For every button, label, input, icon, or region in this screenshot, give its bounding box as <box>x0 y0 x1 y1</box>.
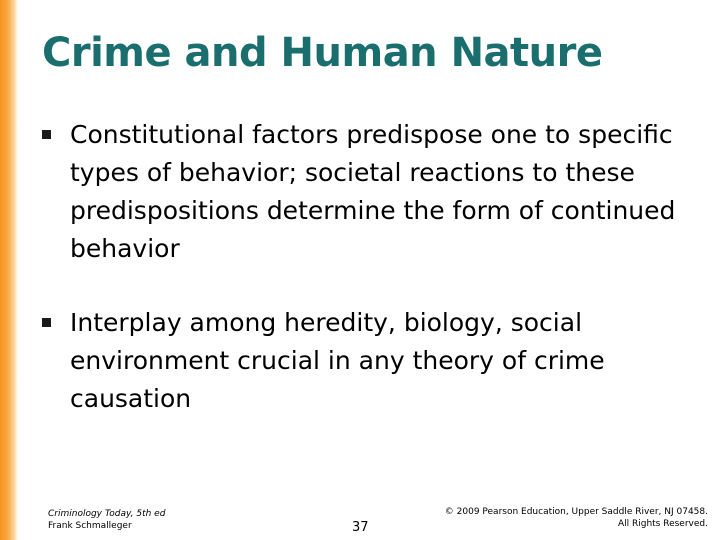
square-bullet-icon <box>42 318 51 327</box>
page-number: 37 <box>352 520 369 535</box>
slide-title: Crime and Human Nature <box>42 30 603 76</box>
bullet-text: Interplay among heredity, biology, social environment crucial in any theory of crime causation <box>70 308 605 413</box>
author-name: Frank Schmalleger <box>48 521 132 531</box>
footer-citation <box>48 508 165 532</box>
rights-line: All Rights Reserved. <box>617 519 708 529</box>
bullet-text: Constitutional factors predispose one to specific types of behavior; societal reactions to these predispositions determine the form of continued behavior <box>70 120 676 263</box>
copyright-notice <box>445 506 708 530</box>
copyright-line: © 2009 Pearson Education, Upper Saddle River, NJ 07458. <box>444 507 708 517</box>
left-accent-bar <box>0 0 18 540</box>
bullet-item <box>38 116 688 268</box>
bullet-list <box>38 116 688 454</box>
bullet-item <box>38 304 688 418</box>
book-title: Criminology Today, 5th ed <box>48 509 166 519</box>
square-bullet-icon <box>42 130 51 139</box>
